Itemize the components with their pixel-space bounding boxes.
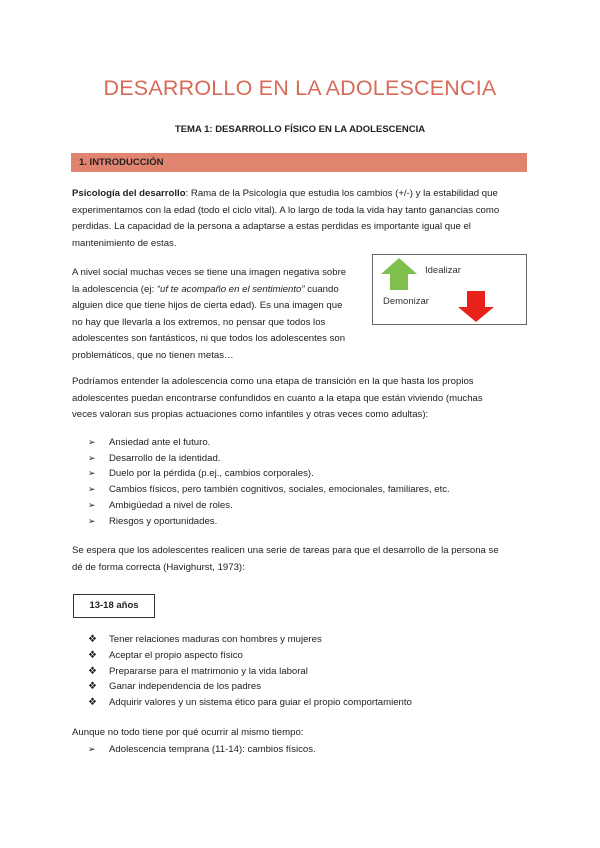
label-idealizar: Idealizar [425,265,461,276]
list-item [88,482,450,498]
arrow-bullet-icon: ➢ [88,468,96,479]
list-item [88,742,316,758]
text-line: Se espera que los adolescentes realicen una serie de tareas para que el desarrollo de la persona se [72,545,499,556]
paragraph-psicologia [72,186,499,252]
paragraph-aunque [72,725,303,742]
text-line: Podríamos entender la adolescencia como una etapa de transición en la que hasta los propios [72,376,474,387]
list-item-text: Tener relaciones maduras con hombres y mujeres [109,634,322,645]
text-line: perdidas. La capacidad de la persona a adaptarse a estas perdidas es importante igual que el [72,221,471,232]
list-item [88,498,450,514]
text-line: cuando [304,283,339,295]
list-caracteristicas [88,435,450,529]
text-line: dé de forma correcta (Havighurst, 1973): [72,561,245,573]
list-item-text: Ambigüedad a nivel de roles. [109,499,233,511]
list-item-text: Cambios físicos, pero también cognitivos, sociales, emocionales, familiares, etc. [109,484,450,496]
text-line: adolescentes puedan encontrarse confundidos en cuanto a la etapa que están viviendo (muchas [72,392,483,404]
list-etapas [88,742,316,758]
diamond-bullet-icon: ❖ [88,665,97,677]
section-heading: 1. INTRODUCCIÓN [79,157,164,168]
diamond-bullet-icon: ❖ [88,697,97,709]
arrow-bullet-icon: ➢ [88,452,96,463]
paragraph-transicion [72,374,483,424]
list-item-text: Aceptar el propio aspecto físico [109,649,243,661]
list-item-text: Adquirir valores y un sistema ético para guiar el propio comportamiento [109,697,412,709]
document-title: DESARROLLO EN LA ADOLESCENCIA [103,76,497,100]
arrow-up-icon [381,258,417,290]
list-item-text: Ganar independencia de los padres [109,681,262,693]
text-line: Aunque no todo tiene por qué ocurrir al mismo tiempo: [72,727,304,738]
arrow-down-icon [458,291,494,322]
text-line: problemáticos, que no tienen metas… [72,349,234,361]
arrow-bullet-icon: ➢ [88,437,96,447]
text-line: no hay que llevarla a los extremos, no pensar que todos los [72,316,326,328]
label-demonizar: Demonizar [383,296,429,307]
list-item [88,648,412,664]
list-item [88,679,412,695]
text-line: A nivel social muchas veces se tiene una imagen negativa sobre [72,267,347,278]
list-item-text: Ansiedad ante el futuro. [109,437,211,448]
list-item [88,435,450,451]
quote-italic: “uf te acompaño en el sentimiento” [156,283,305,295]
arrow-bullet-icon: ➢ [88,515,96,526]
list-tareas [88,632,412,711]
list-item [88,514,450,530]
list-item-text: Duelo por la pérdida (p.ej., cambios corporales). [109,468,314,480]
document-subtitle: TEMA 1: DESARROLLO FÍSICO EN LA ADOLESCENCIA [174,124,426,135]
arrow-bullet-icon: ➢ [88,744,96,754]
arrow-bullet-icon: ➢ [88,484,96,495]
text-line: adolescentes son fantásticos, ni que todos los adolescentes son [72,333,346,344]
list-item-text: Adolescencia temprana (11-14): cambios físicos. [109,744,316,755]
text-line: experimentamos con la edad (todo el ciclo vital). A lo largo de toda la vida hay tanto ganancias como [72,204,500,216]
paragraph-tareas [72,543,499,576]
section-header [71,153,527,172]
list-item [88,632,412,648]
idealizar-demonizar-diagram [372,254,527,325]
term-bold: Psicología del desarrollo [72,188,186,199]
text-line: veces valoran sus propias actuaciones como infantiles y otras veces como adultas): [72,409,429,420]
text-line: alguien dice que tiene hijos de cierta edad). Es una imagen que [72,300,343,311]
list-item [88,664,412,680]
text-line: : Rama de la Psicología que estudia los cambios (+/-) y la estabilidad que [185,188,498,199]
text-line: mantenimiento de estas. [72,237,177,249]
list-item-text: Desarrollo de la identidad. [109,452,221,464]
age-range-box: 13-18 años [73,594,155,618]
diamond-bullet-icon: ❖ [88,649,97,661]
list-item [88,466,450,482]
diamond-bullet-icon: ❖ [88,634,97,645]
arrow-bullet-icon: ➢ [88,499,96,510]
list-item-text: Prepararse para el matrimonio y la vida laboral [109,665,308,677]
list-item [88,451,450,467]
diamond-bullet-icon: ❖ [88,681,97,693]
paragraph-imagen-social [72,265,346,364]
list-item-text: Riesgos y oportunidades. [109,515,218,527]
text-line: la adolescencia (ej: [72,283,157,295]
list-item [88,695,412,711]
